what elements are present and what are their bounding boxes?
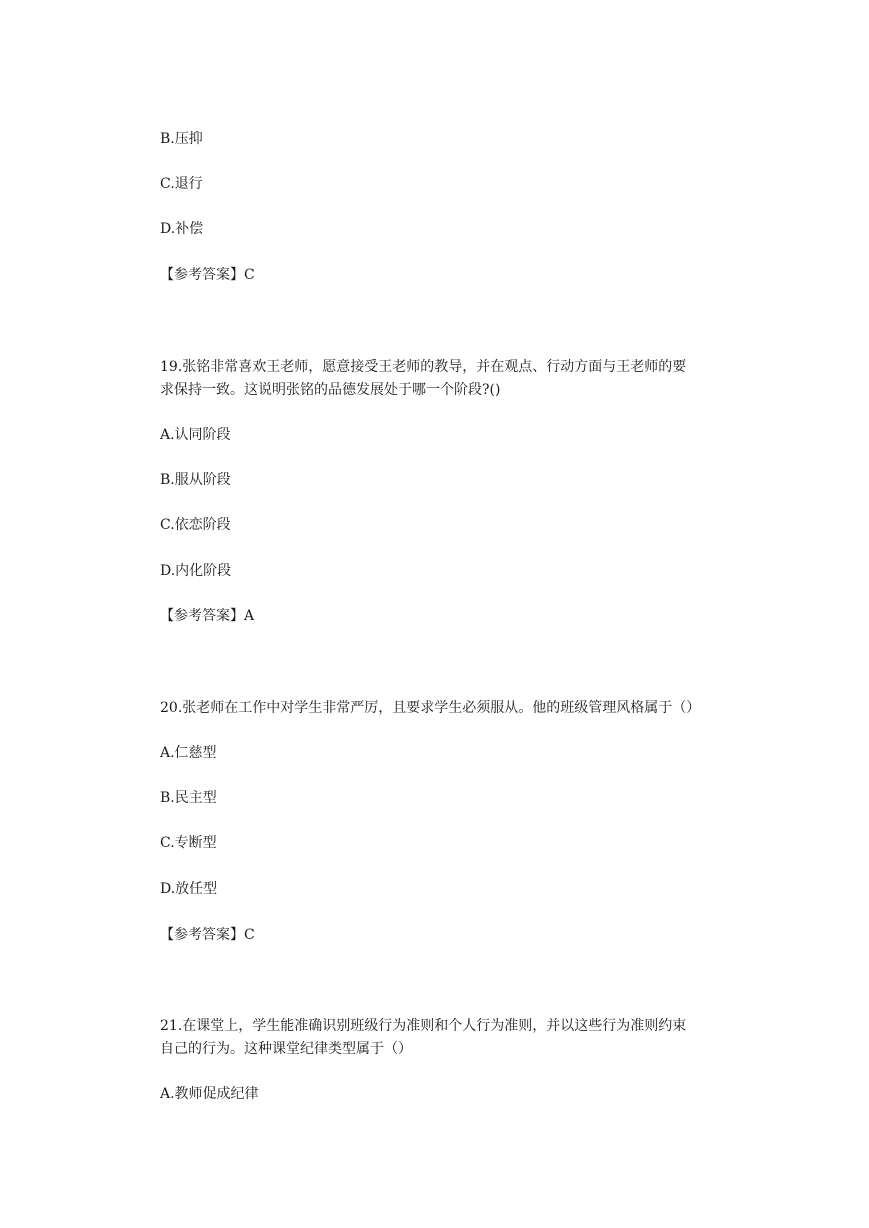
q18-option-d: D.补偿 <box>160 221 204 237</box>
q19-question-line-1: 19.张铭非常喜欢王老师，愿意接受王老师的教导，并在观点、行动方面与王老师的要 <box>160 359 687 375</box>
q20-option-d: D.放任型 <box>160 881 218 897</box>
q18-option-b: B.压抑 <box>160 131 203 147</box>
q20-question-line-1: 20.张老师在工作中对学生非常严厉，且要求学生必须服从。他的班级管理风格属于（） <box>160 700 701 716</box>
q19-option-b: B.服从阶段 <box>160 472 231 488</box>
q20-option-c: C.专断型 <box>160 835 217 851</box>
q19-option-c: C.依恋阶段 <box>160 517 231 533</box>
q21-option-a: A.教师促成纪律 <box>160 1086 259 1102</box>
q21-question-line-2: 自己的行为。这种课堂纪律类型属于（） <box>160 1041 412 1057</box>
q20-option-b: B.民主型 <box>160 790 217 806</box>
q19-answer: 【参考答案】A <box>160 608 255 624</box>
q19-question-line-2: 求保持一致。这说明张铭的品德发展处于哪一个阶段?() <box>160 382 501 398</box>
q21-question-line-1: 21.在课堂上，学生能准确识别班级行为准则和个人行为准则，并以这些行为准则约束 <box>160 1018 687 1034</box>
q19-option-a: A.认同阶段 <box>160 427 231 443</box>
q20-answer: 【参考答案】C <box>160 927 255 943</box>
q20-option-a: A.仁慈型 <box>160 745 217 761</box>
q18-answer: 【参考答案】C <box>160 267 255 283</box>
q18-option-c: C.退行 <box>160 176 203 192</box>
q19-option-d: D.内化阶段 <box>160 563 232 579</box>
